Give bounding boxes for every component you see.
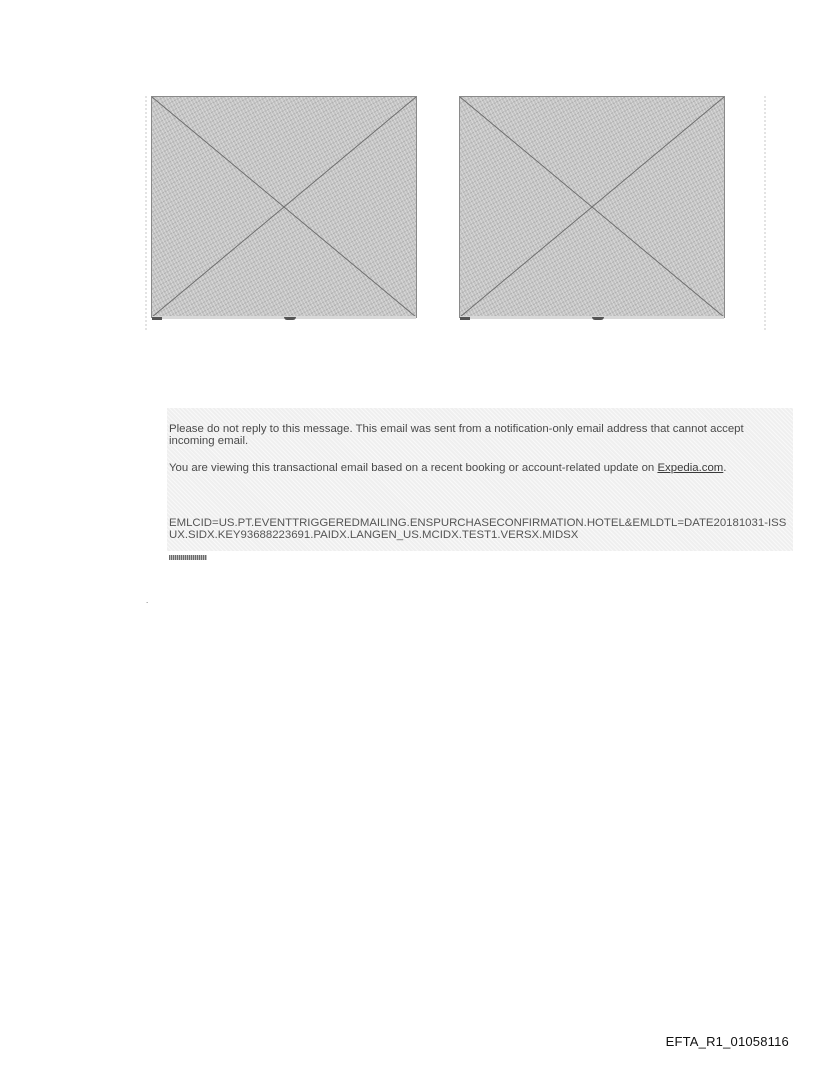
image-placeholder-left: [151, 96, 417, 318]
transactional-notice-text: You are viewing this transactional email based on a recent booking or account-related update on: [169, 462, 658, 474]
image-tick-mark: [284, 317, 296, 320]
tracking-pixel-bar: [169, 555, 207, 560]
image-placeholder-right: [459, 96, 725, 318]
email-footer: [167, 408, 793, 551]
document-id: EFTA_R1_01058116: [665, 1034, 789, 1049]
stray-mark: .: [146, 596, 149, 605]
right-edge-guide: [764, 96, 766, 330]
image-tick-mark: [460, 317, 470, 320]
image-tick-mark: [152, 317, 162, 320]
left-edge-guide: [145, 96, 147, 330]
image-tick-mark: [592, 317, 604, 320]
transactional-notice: [169, 462, 791, 474]
transactional-notice-end: .: [723, 462, 727, 474]
tracking-code: EMLCID=US.PT.EVENTTRIGGEREDMAILING.ENSPURCHASECONFIRMATION.HOTEL&EMLDTL=DATE20181031-ISSUX.SIDX.KEY93688223691.PAIDX.LANGEN_US.MCIDX.TEST1.VERSX.MIDSX: [169, 517, 787, 541]
expedia-link[interactable]: Expedia.com: [657, 462, 724, 474]
broken-image-icon: [460, 97, 724, 317]
no-reply-notice: Please do not reply to this message. This email was sent from a notification-only email address that cannot accept incoming email.: [169, 423, 744, 447]
broken-image-icon: [152, 97, 416, 317]
